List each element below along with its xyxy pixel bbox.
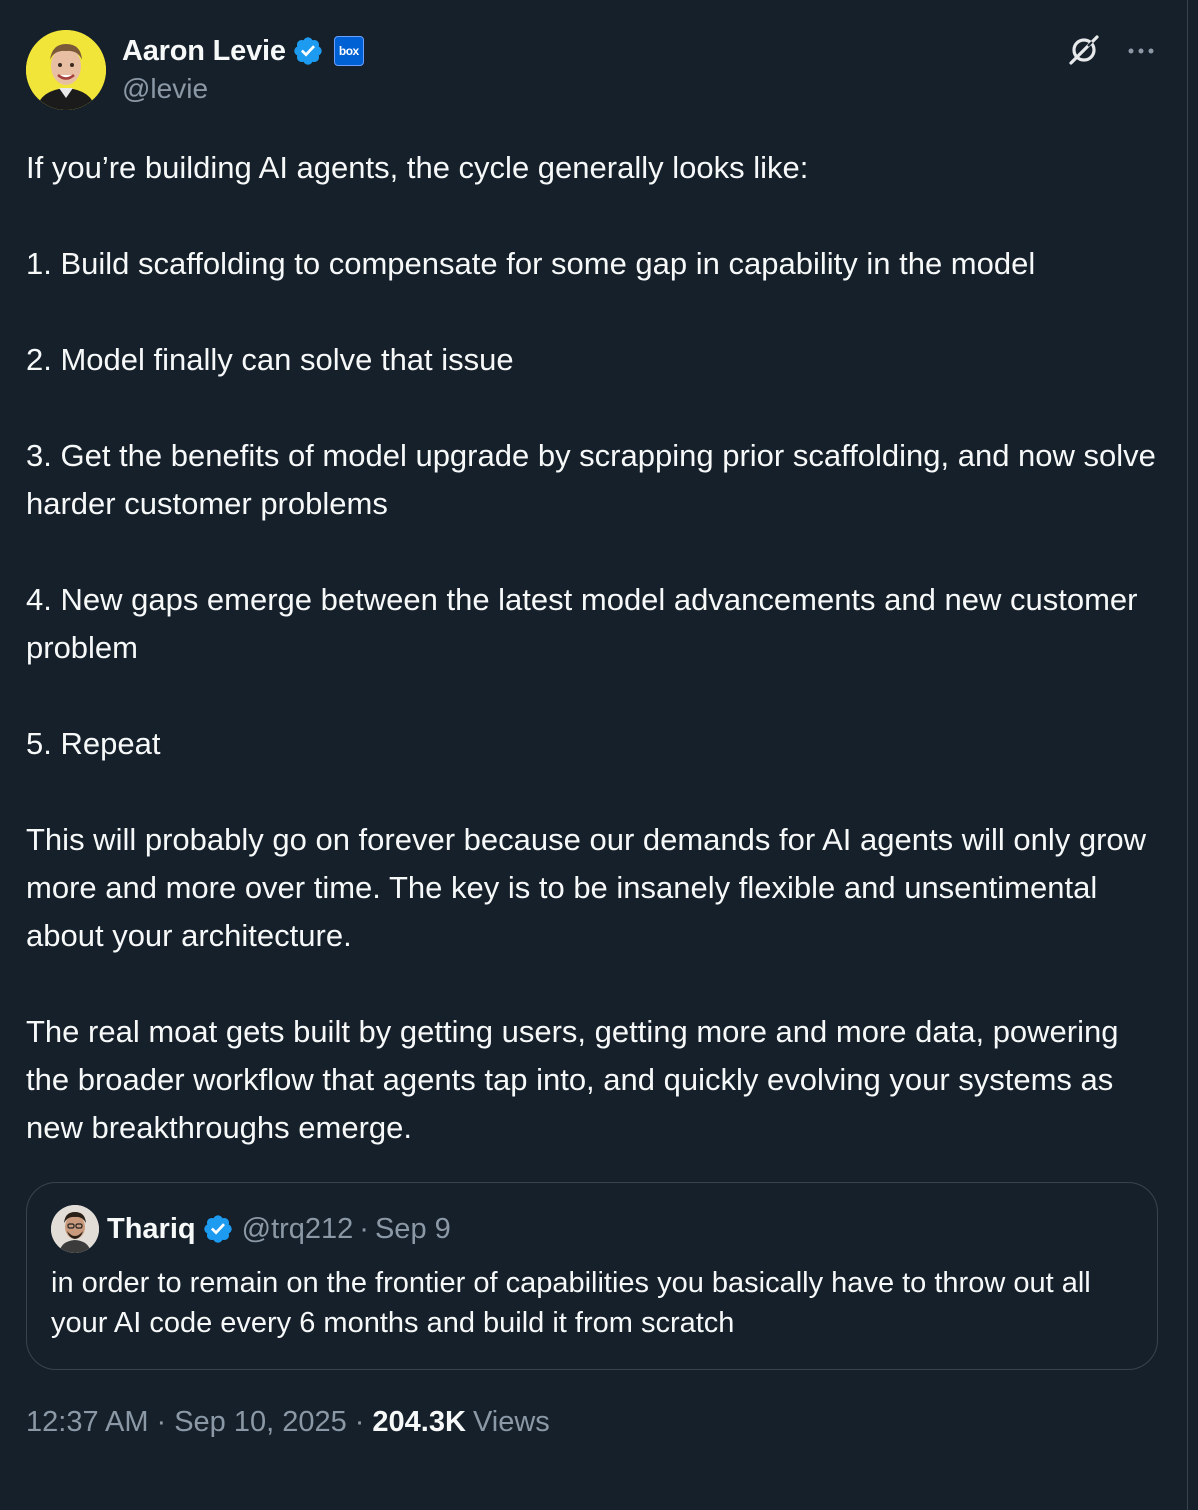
author-avatar[interactable] (26, 30, 106, 110)
more-icon[interactable] (1126, 36, 1156, 66)
verified-badge-icon[interactable] (292, 35, 324, 67)
quoted-tweet[interactable] (26, 1182, 1158, 1370)
tweet-paragraph: 4. New gaps emerge between the latest model advancements and new customer problem (26, 582, 1138, 665)
tweet-footer (26, 1406, 1158, 1439)
footer-separator: · (354, 1406, 365, 1438)
tweet-header (26, 30, 1158, 110)
tweet-body (26, 144, 1158, 1152)
views-count: 204.3K (372, 1406, 466, 1438)
name-row (122, 31, 364, 71)
avatar-image (26, 30, 106, 110)
tweet-paragraph: The real moat gets built by getting users, getting more and more data, powering the broader workflow that agents tap into, and quickly evolving your systems as new breakthroughs emerge. (26, 1014, 1119, 1145)
quoted-tweet-text: in order to remain on the frontier of capabilities you basically have to throw out all your AI code every 6 months and build it from scratch (51, 1267, 1091, 1339)
tweet (26, 30, 1158, 1439)
quoted-author-handle: @trq212 (241, 1212, 354, 1245)
footer-separator: · (156, 1406, 167, 1438)
tweet-paragraph: 2. Model finally can solve that issue (26, 342, 514, 377)
quoted-meta-separator: · (359, 1212, 369, 1245)
author-names (122, 31, 364, 105)
quoted-avatar-image (51, 1205, 99, 1253)
tweet-paragraph: 1. Build scaffolding to compensate for some gap in capability in the model (26, 246, 1036, 281)
quoted-author-avatar (51, 1205, 99, 1253)
author-handle[interactable]: @levie (122, 73, 209, 104)
tweet-paragraph: This will probably go on forever because our demands for AI agents will only grow more and more over time. The key is to be insanely flexible and unsentimental about your architecture. (26, 822, 1147, 953)
views-label: Views (472, 1406, 550, 1438)
tweet-paragraph: 5. Repeat (26, 726, 161, 761)
affiliate-badge-box[interactable]: box (334, 36, 364, 66)
tweet-paragraph: If you’re building AI agents, the cycle generally looks like: (26, 150, 809, 185)
author-display-name[interactable]: Aaron Levie (122, 34, 286, 67)
grok-icon[interactable] (1066, 32, 1102, 68)
tweet-paragraph: 3. Get the benefits of model upgrade by scrapping prior scaffolding, and now solve harder customer problems (26, 438, 1156, 521)
quoted-verified-badge-icon (202, 1213, 234, 1245)
quoted-author-display-name: Thariq (107, 1212, 196, 1245)
quoted-tweet-header (51, 1205, 1133, 1253)
scrollbar-track (1187, 0, 1198, 1510)
quoted-date: Sep 9 (374, 1212, 451, 1245)
tweet-time[interactable]: 12:37 AM (26, 1406, 149, 1438)
tweet-date[interactable]: Sep 10, 2025 (174, 1406, 347, 1438)
